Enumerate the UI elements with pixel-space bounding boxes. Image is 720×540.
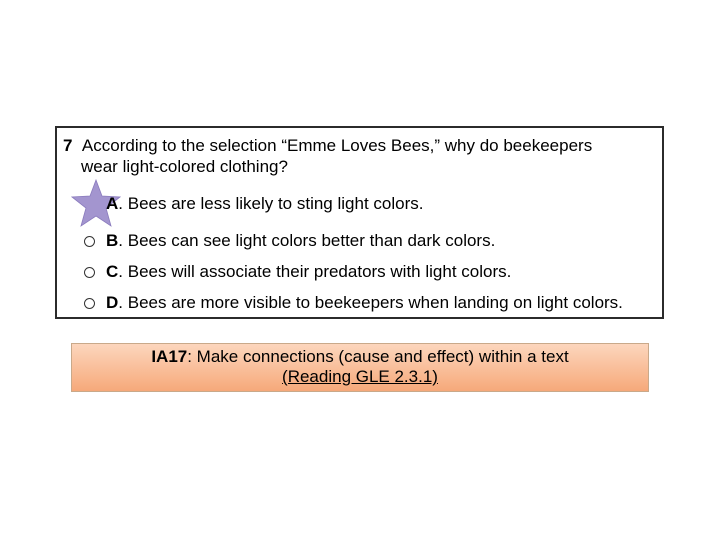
radio-b-icon[interactable] (84, 236, 95, 247)
question-prompt-line-1 (63, 136, 592, 156)
option-d-text: . Bees are more visible to beekeepers when landing on light colors. (118, 293, 623, 312)
question-text-line-1: According to the selection “Emme Loves Bees,” why do beekeepers (81, 136, 593, 155)
option-b-letter: B (106, 231, 119, 250)
option-c-letter: C (106, 262, 119, 281)
question-number: 7 (63, 136, 73, 155)
option-c-text: . Bees will associate their predators with light colors. (118, 262, 512, 281)
standard-reference-link[interactable]: (Reading GLE 2.3.1) (282, 367, 438, 386)
radio-c-icon[interactable] (84, 267, 95, 278)
radio-a-hidden (84, 199, 95, 210)
standard-code: IA17 (151, 347, 188, 366)
option-a-letter: A (106, 194, 119, 213)
standard-line-1 (72, 347, 648, 367)
option-b-text: . Bees can see light colors better than dark colors. (118, 231, 496, 250)
standard-callout (71, 343, 649, 392)
option-a-text: . Bees are less likely to sting light colors. (118, 194, 424, 213)
answer-option-d[interactable] (84, 293, 623, 313)
answer-option-a[interactable] (84, 194, 423, 214)
standard-description: : Make connections (cause and effect) within a text (187, 347, 569, 366)
question-text-line-2: wear light-colored clothing? (81, 157, 288, 176)
question-card (55, 126, 664, 319)
answer-option-c[interactable] (84, 262, 511, 282)
answer-option-b[interactable] (84, 231, 495, 251)
radio-d-icon[interactable] (84, 298, 95, 309)
option-d-letter: D (106, 293, 119, 312)
